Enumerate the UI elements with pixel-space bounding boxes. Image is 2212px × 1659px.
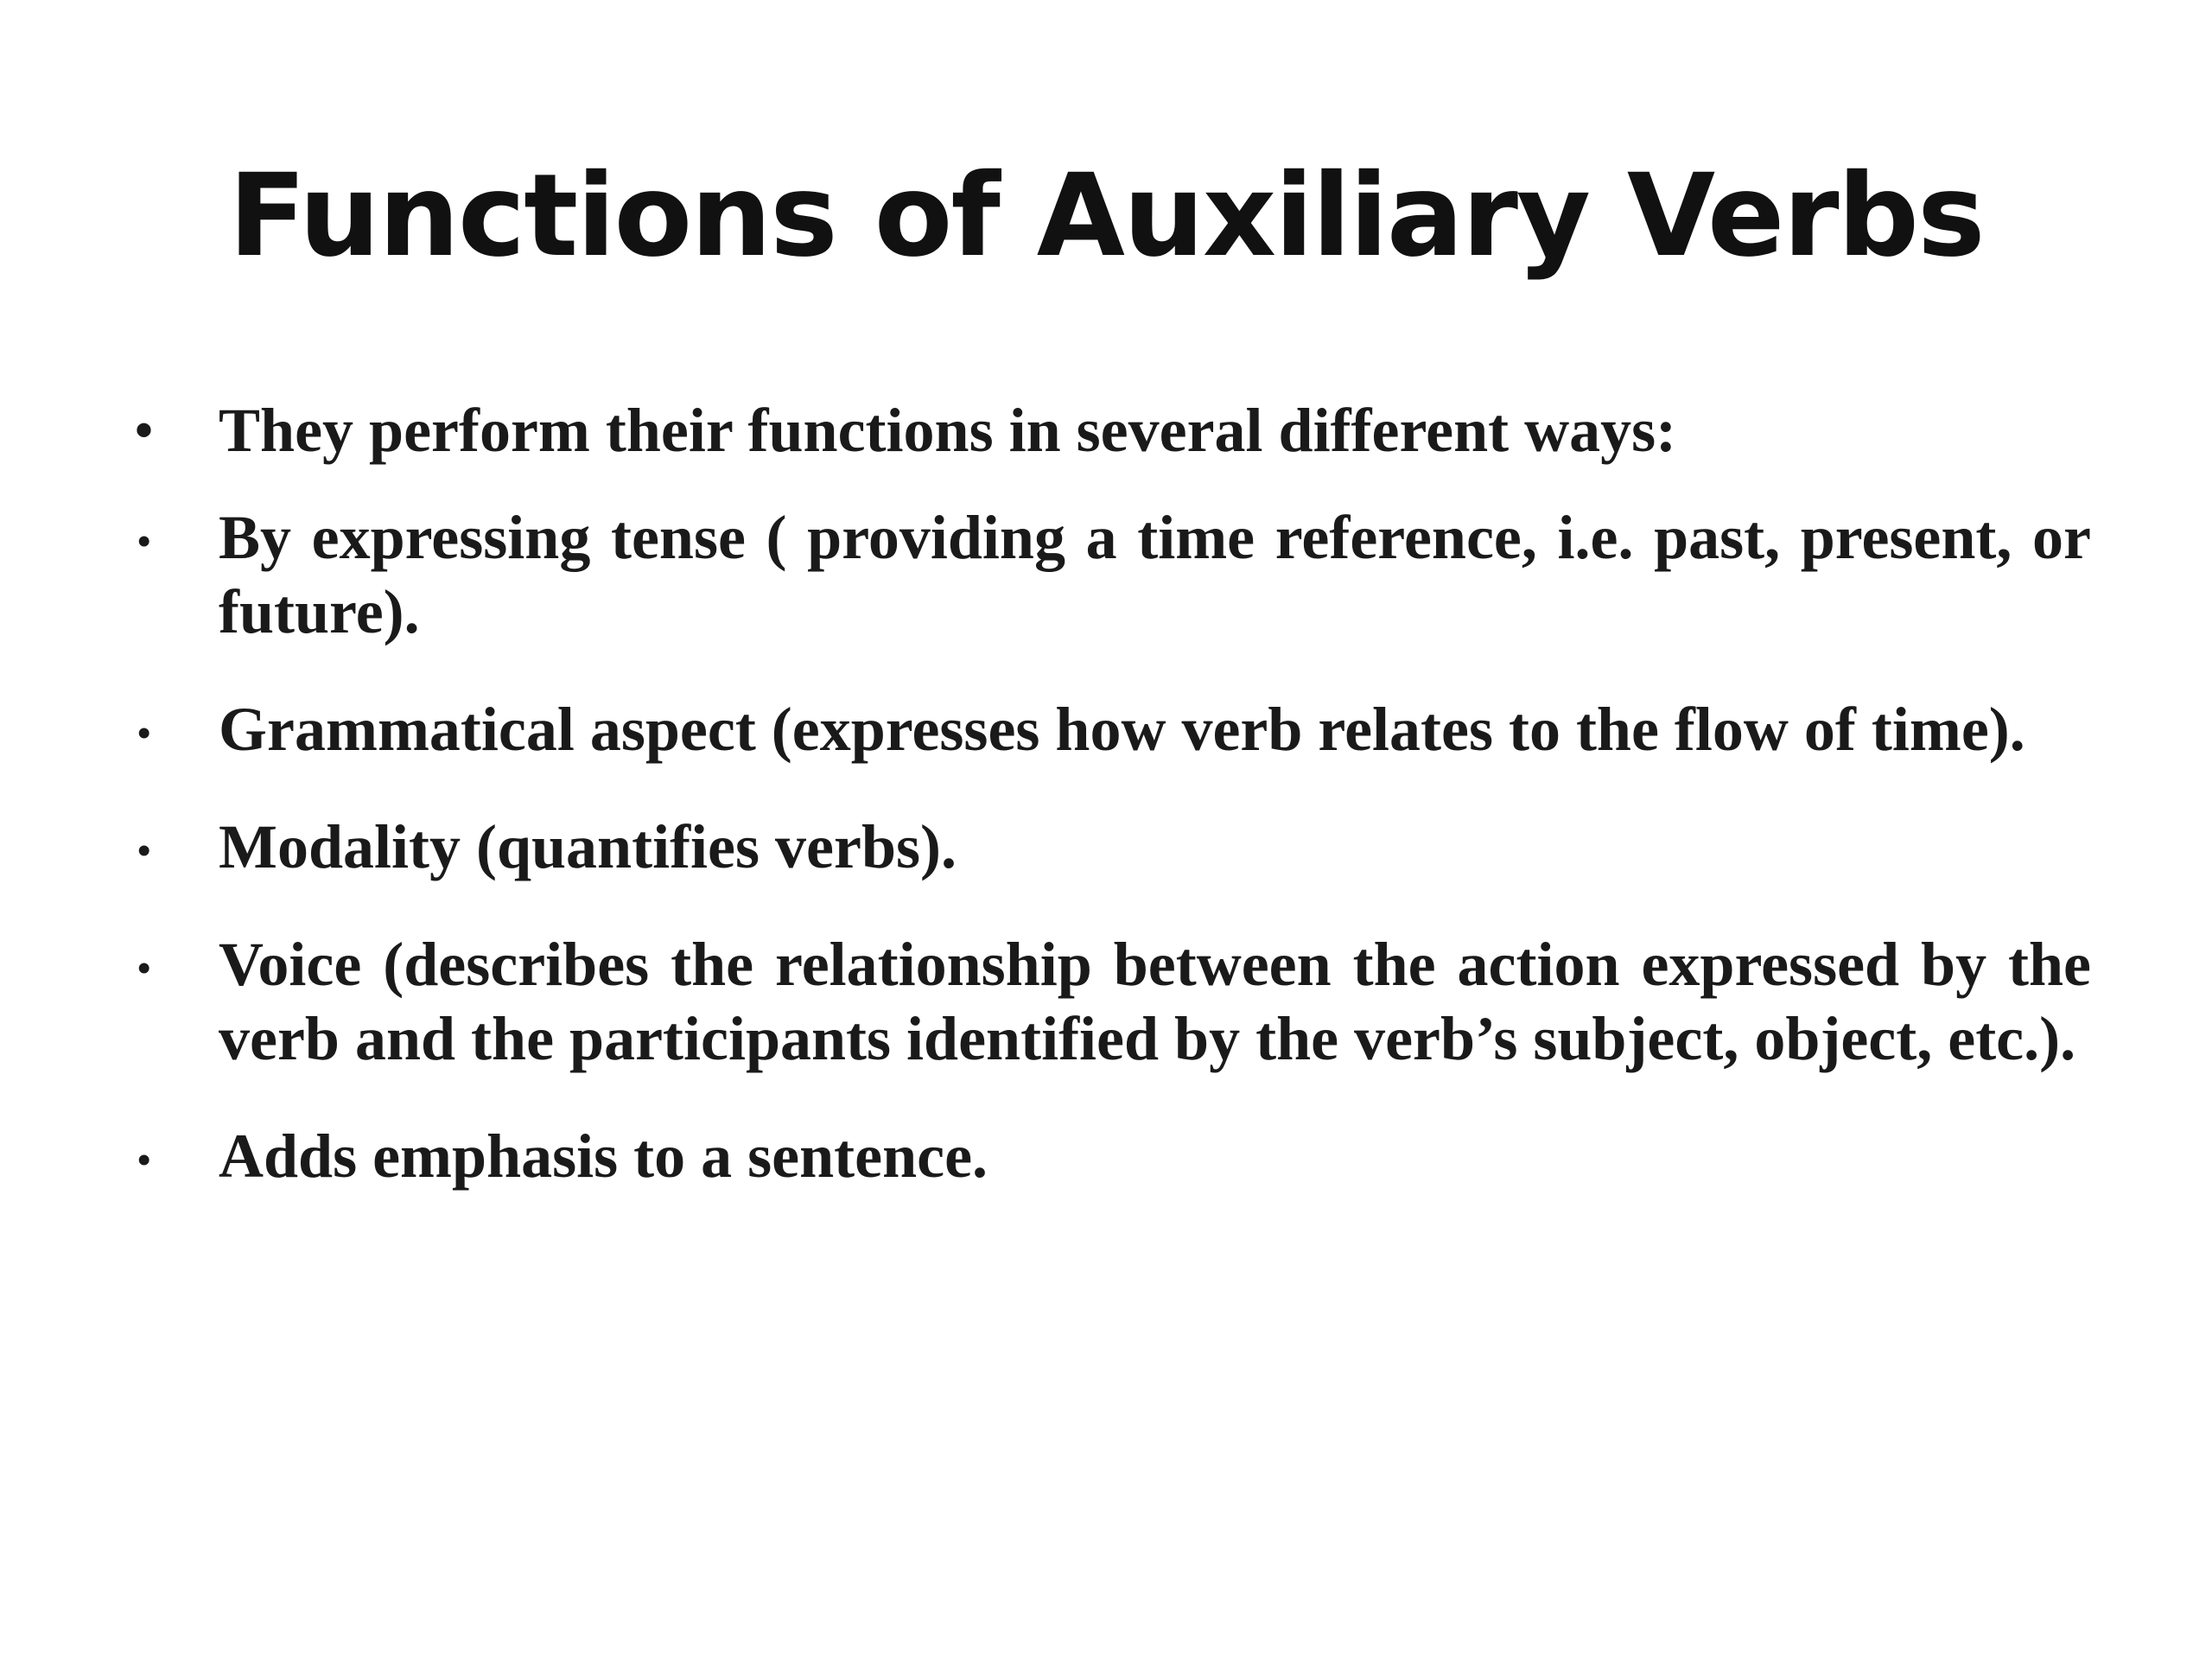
- bullet-text: Voice (describes the relationship between the action expressed by the verb and the participants identified by the verb’s subject, object, etc.).: [219, 930, 2091, 1073]
- bullet-text: They perform their functions in several different ways:: [219, 396, 1677, 465]
- bullet-icon: •: [137, 520, 151, 563]
- bullet-item: [121, 810, 2091, 884]
- slide-title: Functions of Auxiliary Verbs: [228, 149, 1984, 283]
- bullet-list: [121, 393, 2091, 1193]
- bullet-icon: •: [137, 1139, 151, 1181]
- bullet-icon: •: [137, 947, 151, 989]
- bullet-item: [121, 1119, 2091, 1193]
- bullet-item: [121, 927, 2091, 1076]
- bullet-item: [121, 500, 2091, 649]
- bullet-text: By expressing tense ( providing a time reference, i.e. past, present, or future).: [219, 503, 2091, 646]
- bullet-text: Grammatical aspect (expresses how verb relates to the flow of time).: [219, 695, 2025, 764]
- bullet-text: Modality (quantifies verbs).: [219, 812, 957, 881]
- bullet-icon: •: [137, 712, 151, 754]
- bullet-item: [121, 393, 2091, 467]
- bullet-icon: •: [135, 402, 154, 459]
- bullet-icon: •: [137, 830, 151, 872]
- bullet-text: Adds emphasis to a sentence.: [219, 1122, 988, 1191]
- bullet-item: [121, 692, 2091, 766]
